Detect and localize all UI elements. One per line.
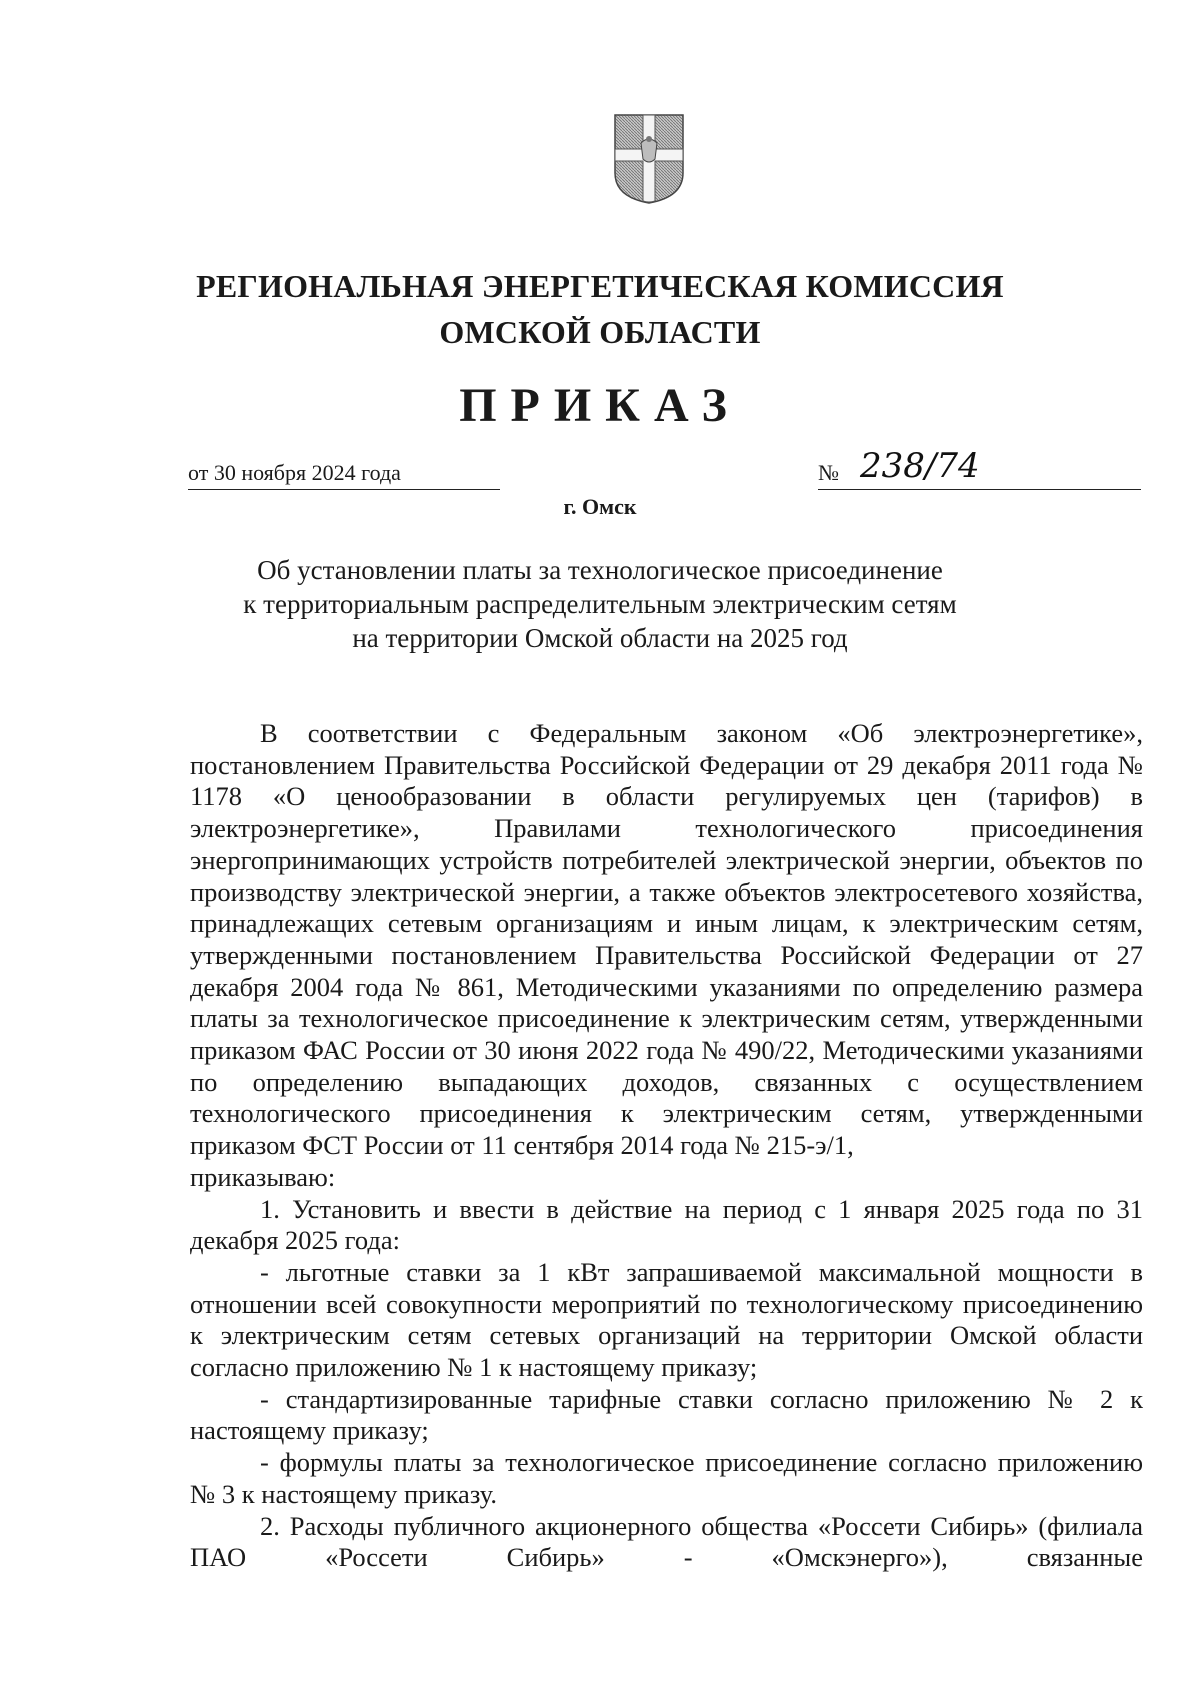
organization-name-line2: ОМСКОЙ ОБЛАСТИ [439, 314, 761, 350]
subject-line1: Об установлении платы за технологическое присоединение [257, 555, 943, 585]
decree-word: приказываю: [190, 1161, 336, 1192]
coat-of-arms-icon [613, 113, 685, 205]
order-number-label: № [818, 460, 839, 485]
organization-name-line1: РЕГИОНАЛЬНАЯ ЭНЕРГЕТИЧЕСКАЯ КОМИССИЯ [196, 268, 1004, 304]
item-2: 2. Расходы публичного акционерного общества «Россети Сибирь» (филиала ПАО «Россети Сибирь» - «Омскэнерго»), связанные [190, 1510, 1143, 1573]
order-date: от 30 ноября 2024 года [188, 460, 401, 485]
item-1-subitem-a: - льготные ставки за 1 кВт запрашиваемой максимальной мощности в отношении всей совокупности мероприятий по технологическому присоединению к электрическим сетям сетевых организаций на территории Омской области согласно приложению № 1 к настоящему приказу; [190, 1256, 1143, 1383]
subject-line2: к территориальным распределительным электрическим сетям [243, 589, 957, 619]
item-1-subitem-c: - формулы платы за технологическое присоединение согласно приложению № 3 к настоящему приказу. [190, 1447, 1143, 1509]
preamble-paragraph: В соответствии с Федеральным законом «Об электроэнергетике», постановлением Правительства Российской Федерации от 29 декабря 2011 года № 1178 «О ценообразовании в области регулируемых цен (тарифов) в электроэнергетике», Правилами технологического присоединения энергопринимающих устройств потребителей электрической энергии, объектов по производству электрической энергии, а также объектов электросетевого хозяйства, принадлежащих сетевым организациям и иным лицам, к электрическим сетям, утвержденными постановлением Правительства Российской Федерации от 27 декабря 2004 года № 861, Методическими указаниями по определению размера платы за технологическое присоединение к электрическим сетям, утвержденными приказом ФАС России от 30 июня 2022 года № 490/22, Методическими указаниями по определению выпадающих доходов, связанных с осуществлением технологического присоединения к электрическим сетям, утвержденными приказом ФСТ России от 11 сентября 2014 года № 215-э/1, [190, 718, 1143, 1161]
city: г. Омск [563, 494, 637, 519]
order-number-handwritten: 238/74 [860, 446, 980, 486]
subject-line3: на территории Омской области на 2025 год [352, 623, 848, 653]
document-type-title: ПРИКАЗ [459, 379, 741, 432]
order-subject [0, 553, 1200, 655]
number-underline [818, 489, 1141, 490]
order-body [190, 718, 1143, 1574]
item-1: 1. Установить и ввести в действие на период с 1 января 2025 года по 31 декабря 2025 года: [190, 1193, 1143, 1256]
item-1-subitem-b: - стандартизированные тарифные ставки согласно приложению № 2 к настоящему приказу; [190, 1383, 1143, 1446]
date-underline [188, 489, 500, 490]
